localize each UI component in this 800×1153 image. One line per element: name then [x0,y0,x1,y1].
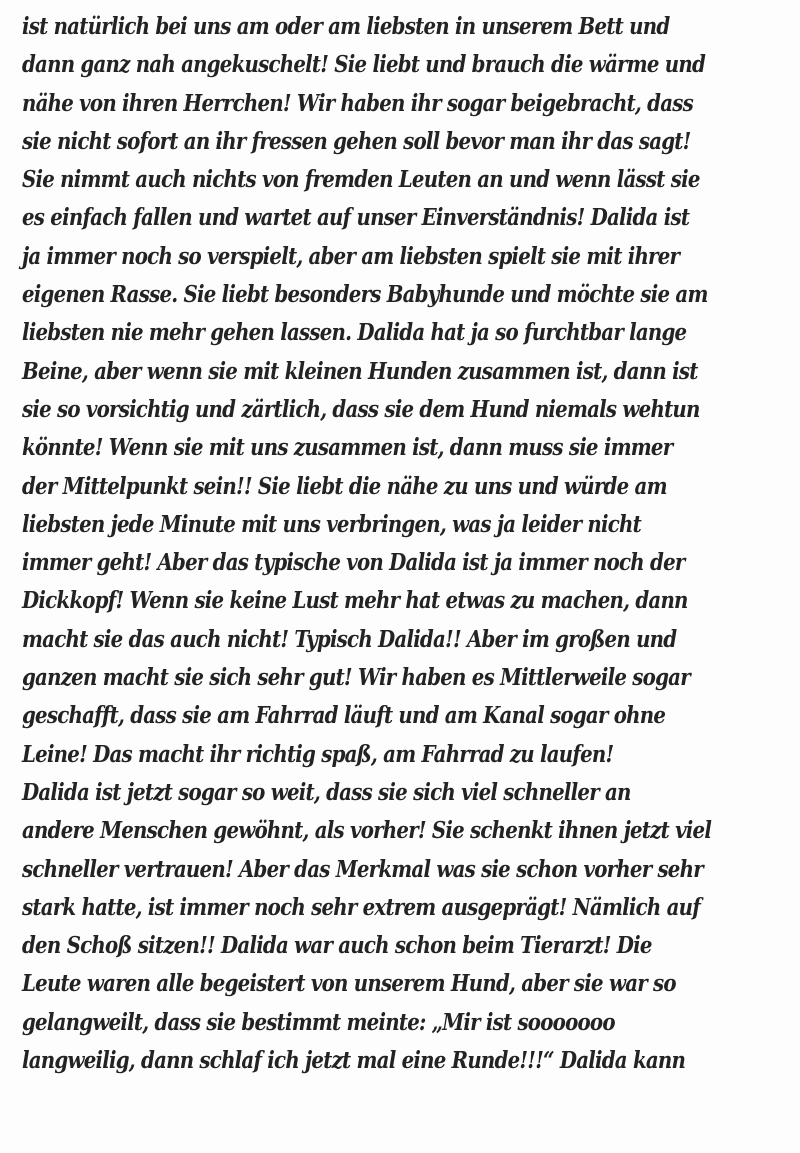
text-line: Sie nimmt auch nichts von fremden Leuten an und wenn lässt sie [22,166,700,194]
text-line: könnte! Wenn sie mit uns zusammen ist, dann muss sie immer [22,434,673,462]
text-line: den Schoß sitzen!! Dalida war auch schon beim Tierarzt! Die [22,932,652,960]
text-line: langweilig, dann schlaf ich jetzt mal eine Runde!!!“ Dalida kann [22,1047,686,1075]
text-line: dann ganz nah angekuschelt! Sie liebt und brauch die wärme und [22,51,706,79]
text-line: liebsten nie mehr gehen lassen. Dalida hat ja so furchtbar lange [22,319,687,347]
body-text [22,8,792,1080]
text-line: Dickkopf! Wenn sie keine Lust mehr hat etwas zu machen, dann [22,587,688,615]
text-line: ist natürlich bei uns am oder am liebsten in unserem Bett und [22,13,670,40]
text-line: schneller vertrauen! Aber das Merkmal was sie schon vorher sehr [22,855,703,883]
text-line: eigenen Rasse. Sie liebt besonders Babyhunde und möchte sie am [22,281,708,309]
text-line: Leine! Das macht ihr richtig spaß, am Fahrrad zu laufen! [22,740,614,768]
text-line: sie nicht sofort an ihr fressen gehen soll bevor man ihr das sagt! [22,127,691,155]
text-line: andere Menschen gewöhnt, als vorher! Sie schenkt ihnen jetzt viel [22,817,712,845]
text-line: geschafft, dass sie am Fahrrad läuft und am Kanal sogar ohne [22,702,666,730]
text-line: sie so vorsichtig und zärtlich, dass sie dem Hund niemals wehtun [22,395,700,423]
text-line: immer geht! Aber das typische von Dalida ist ja immer noch der [22,549,685,577]
text-line: gelangweilt, dass sie bestimmt meinte: „Mir ist sooooooo [22,1008,615,1036]
text-line: macht sie das auch nicht! Typisch Dalida!! Aber im großen und [22,625,677,653]
text-line: ja immer noch so verspielt, aber am liebsten spielt sie mit ihrer [22,242,680,270]
text-line: Beine, aber wenn sie mit kleinen Hunden zusammen ist, dann ist [22,357,698,385]
text-line: liebsten jede Minute mit uns verbringen, was ja leider nicht [22,510,641,538]
text-line: ganzen macht sie sich sehr gut! Wir haben es Mittlerweile sogar [22,664,690,692]
text-line: nähe von ihren Herrchen! Wir haben ihr sogar beigebracht, dass [22,89,693,117]
text-line: Dalida ist jetzt sogar so weit, dass sie sich viel schneller an [22,778,631,806]
text-line: es einfach fallen und wartet auf unser Einverständnis! Dalida ist [22,204,690,232]
text-line: Leute waren alle begeistert von unserem Hund, aber sie war so [22,970,676,998]
text-line: der Mittelpunkt sein!! Sie liebt die nähe zu uns und würde am [22,472,667,500]
text-line: stark hatte, ist immer noch sehr extrem ausgeprägt! Nämlich auf [22,893,700,921]
